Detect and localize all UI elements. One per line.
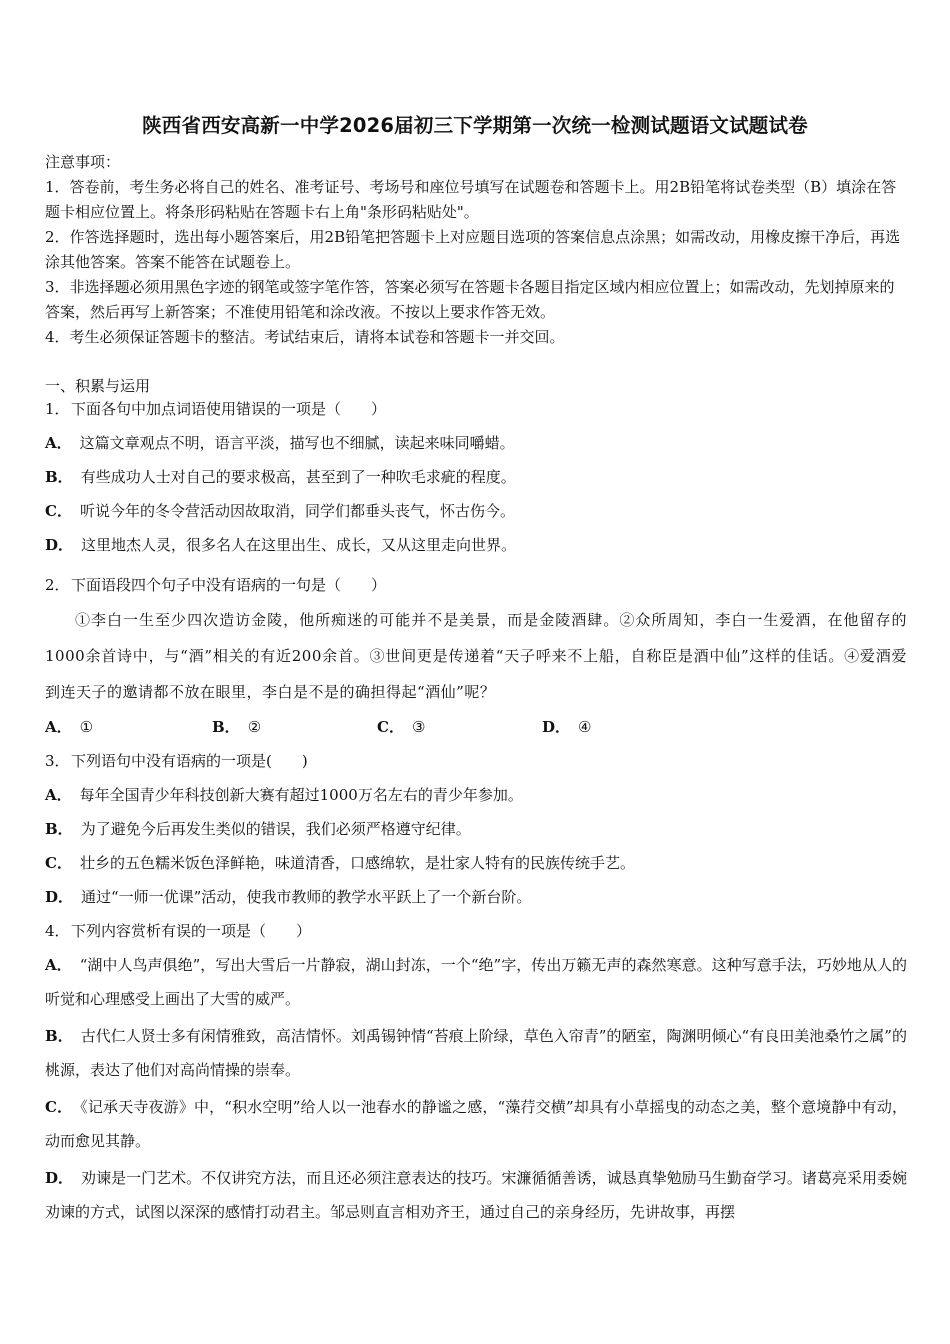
question-text: 下面语段四个句子中没有语病的一句是（ ） bbox=[71, 576, 387, 594]
option-text: ④ bbox=[578, 718, 592, 736]
option-c bbox=[45, 1090, 907, 1158]
notice-item: 3．非选择题必须用黑色字迹的钢笔或签字笔作答，答案必须写在答题卡各题目指定区域内相应位置上；如需改动，先划掉原来的答案，然后再写上新答案；不准使用铅笔和涂改液。不按以上要求作答无效。 bbox=[45, 278, 895, 321]
question-4 bbox=[45, 914, 907, 1229]
section-title: 一、积累与运用 bbox=[45, 377, 151, 395]
question-stem bbox=[45, 914, 907, 948]
notice-heading: 注意事项： bbox=[45, 153, 121, 171]
page-title: 陕西省西安高新一中学2026届初三下学期第一次统一检测试题语文试题试卷 bbox=[142, 114, 808, 137]
option-text: “湖中人鸟声俱绝”，写出大雪后一片静寂，湖山封冻，一个“绝”字，传出万籁无声的森然寒意。这种写意手法，巧妙地从人的听觉和心理感受上画出了大雪的威严。 bbox=[45, 956, 907, 1008]
option-a bbox=[45, 426, 907, 460]
option-d bbox=[45, 880, 907, 914]
option-text: ① bbox=[79, 718, 94, 736]
choice-d bbox=[542, 710, 591, 744]
option-label: D． bbox=[45, 888, 74, 906]
option-b bbox=[45, 812, 907, 846]
option-d bbox=[45, 528, 907, 562]
question-1 bbox=[45, 392, 907, 562]
option-label: D． bbox=[542, 718, 571, 736]
question-number: 4． bbox=[45, 922, 70, 940]
question-number: 3． bbox=[45, 752, 70, 770]
option-label: C． bbox=[377, 718, 404, 736]
option-label: C． bbox=[45, 1098, 73, 1116]
option-text: 《记承天寺夜游》中，“积水空明”给人以一池春水的静谧之感，“藻荇交横”却具有小草摇曳的动态之美，整个意境静中有动，动而愈见其静。 bbox=[45, 1098, 907, 1150]
option-a bbox=[45, 778, 907, 812]
question-text: 下列语句中没有语病的一项是( ) bbox=[71, 752, 308, 770]
option-label: A． bbox=[45, 434, 72, 452]
option-label: B． bbox=[45, 468, 73, 486]
choice-c bbox=[377, 710, 425, 744]
option-a bbox=[45, 948, 907, 1016]
option-text: 这里地杰人灵，很多名人在这里出生、成长，又从这里走向世界。 bbox=[81, 536, 517, 554]
option-text: ② bbox=[247, 718, 262, 736]
option-d bbox=[45, 1161, 907, 1229]
option-text: 古代仁人贤士多有闲情雅致，高洁情怀。刘禹锡钟情“苔痕上阶绿，草色入帘青”的陋室，陶渊明倾心“有良田美池桑竹之属”的桃源，表达了他们对高尚情操的崇奉。 bbox=[45, 1027, 907, 1079]
choice-row bbox=[45, 710, 907, 744]
question-text: 下面各句中加点词语使用错误的一项是（ ） bbox=[71, 400, 387, 418]
option-label: D． bbox=[45, 1169, 74, 1187]
option-b bbox=[45, 1019, 907, 1087]
option-label: A． bbox=[45, 718, 72, 736]
question-number: 2． bbox=[45, 576, 70, 594]
question-3 bbox=[45, 744, 907, 914]
question-stem bbox=[45, 568, 907, 602]
option-text: 有些成功人士对自己的要求极高，甚至到了一种吹毛求疵的程度。 bbox=[80, 468, 516, 486]
option-text: 每年全国青少年科技创新大赛有超过1000万名左右的青少年参加。 bbox=[79, 786, 523, 804]
option-text: 听说今年的冬令营活动因故取消，同学们都垂头丧气，怀古伤今。 bbox=[79, 502, 515, 520]
option-c bbox=[45, 846, 907, 880]
question-stem bbox=[45, 392, 907, 426]
option-label: C． bbox=[45, 502, 72, 520]
option-label: B． bbox=[45, 820, 73, 838]
option-text: 为了避免今后再发生类似的错误，我们必须严格遵守纪律。 bbox=[80, 820, 471, 838]
question-2 bbox=[45, 568, 907, 744]
option-label: A． bbox=[45, 786, 72, 804]
notice-item: 1．答卷前，考生务必将自己的姓名、准考证号、考场号和座位号填写在试题卷和答题卡上。用2B铅笔将试卷类型（B）填涂在答题卡相应位置上。将条形码粘贴在答题卡右上角"条形码粘贴处"。 bbox=[45, 178, 897, 221]
option-text: ③ bbox=[411, 718, 426, 736]
option-label: D． bbox=[45, 536, 74, 554]
notice-item: 4．考生必须保证答题卡的整洁。考试结束后，请将本试卷和答题卡一并交回。 bbox=[45, 328, 565, 346]
option-label: B． bbox=[45, 1027, 73, 1045]
choice-a bbox=[45, 710, 93, 744]
option-label: B． bbox=[212, 718, 240, 736]
option-b bbox=[45, 460, 907, 494]
option-text: 壮乡的五色糯米饭色泽鲜艳，味道清香，口感绵软，是壮家人特有的民族传统手艺。 bbox=[79, 854, 635, 872]
option-label: C． bbox=[45, 854, 72, 872]
option-text: 劝谏是一门艺术。不仅讲究方法，而且还必须注意表达的技巧。宋濂循循善诱，诚恳真挚勉励马生勤奋学习。诸葛亮采用委婉劝谏的方式，试图以深深的感情打动君主。邹忌则直言相劝齐王，通过自己的亲身经历，先讲故事，再摆 bbox=[45, 1169, 907, 1221]
option-c bbox=[45, 494, 907, 528]
notice-block bbox=[45, 150, 905, 350]
question-passage: ①李白一生至少四次造访金陵，他所痴迷的可能并不是美景，而是金陵酒肆。②众所周知，李白一生爱酒，在他留存的1000余首诗中，与“酒”相关的有近200余首。③世间更是传递着“天子呼来不上船，自称臣是酒中仙”这样的佳话。④爱酒爱到连天子的邀请都不放在眼里，李白是不是的确担得起“酒仙”呢？ bbox=[45, 611, 907, 701]
option-text: 这篇文章观点不明，语言平淡，描写也不细腻，读起来味同嚼蜡。 bbox=[79, 434, 515, 452]
question-stem bbox=[45, 744, 907, 778]
notice-item: 2．作答选择题时，选出每小题答案后，用2B铅笔把答题卡上对应题目选项的答案信息点涂黑；如需改动，用橡皮擦干净后，再选涂其他答案。答案不能答在试题卷上。 bbox=[45, 228, 901, 271]
question-text: 下列内容赏析有误的一项是（ ） bbox=[71, 922, 312, 940]
question-number: 1． bbox=[45, 400, 70, 418]
option-text: 通过“一师一优课”活动，使我市教师的教学水平跃上了一个新台阶。 bbox=[81, 888, 532, 906]
option-label: A． bbox=[45, 956, 72, 974]
choice-b bbox=[212, 710, 261, 744]
